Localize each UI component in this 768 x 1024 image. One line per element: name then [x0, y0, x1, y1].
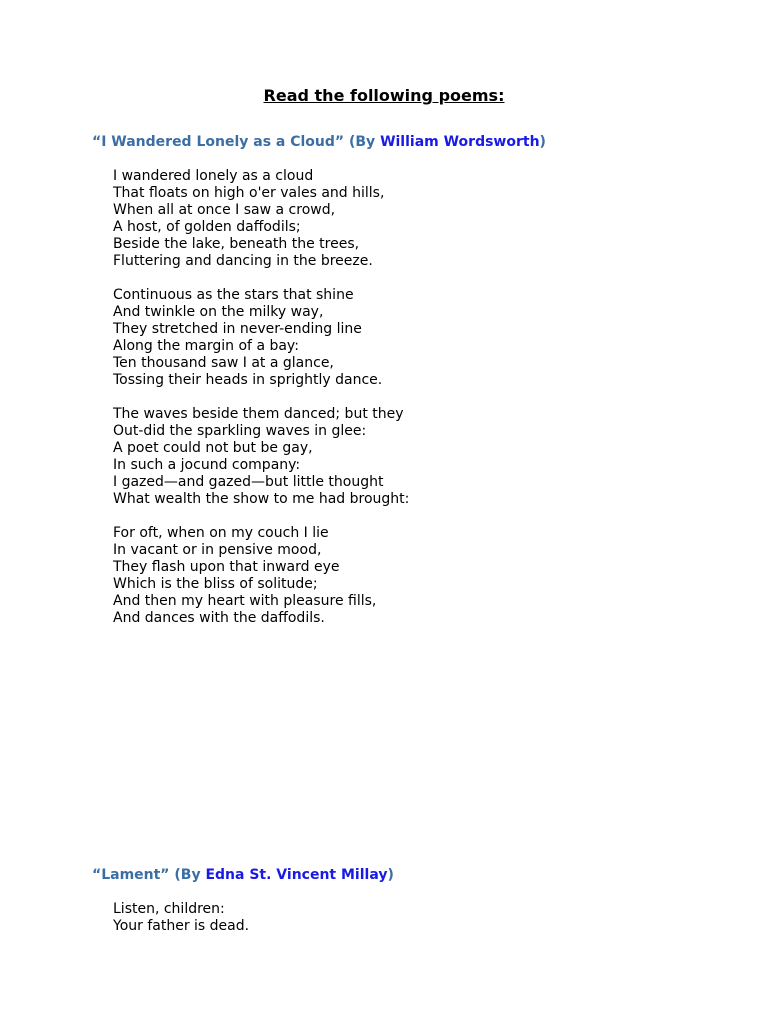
- poem-line: Tossing their heads in sprightly dance.: [113, 372, 383, 388]
- page-heading: Read the following poems:: [263, 86, 505, 105]
- stanza: [113, 287, 409, 389]
- poem-line: Listen, children:: [113, 901, 225, 917]
- poem-author: Edna St. Vincent Millay: [205, 867, 388, 883]
- poem-line: I gazed—and gazed—but little thought: [113, 474, 384, 490]
- poem-line: I wandered lonely as a cloud: [113, 168, 314, 184]
- poem-body: [113, 168, 409, 644]
- poem-line: And twinkle on the milky way,: [113, 304, 324, 320]
- poem-author: William Wordsworth: [380, 134, 540, 150]
- stanza: [113, 525, 409, 627]
- stanza: [113, 168, 409, 270]
- poem-body: [113, 901, 249, 952]
- poem-title: [92, 867, 394, 883]
- poem-line: They flash upon that inward eye: [113, 559, 340, 575]
- poem-title-close: ): [387, 867, 394, 883]
- poem-line: In such a jocund company:: [113, 457, 301, 473]
- poem-line: Fluttering and dancing in the breeze.: [113, 253, 373, 269]
- stanza: [113, 901, 249, 935]
- poem-line: The waves beside them danced; but they: [113, 406, 404, 422]
- poem-line: Ten thousand saw I at a glance,: [113, 355, 334, 371]
- poem-line: Your father is dead.: [113, 918, 250, 934]
- poem-line: And then my heart with pleasure fills,: [113, 593, 377, 609]
- poem-line: Out-did the sparkling waves in glee:: [113, 423, 367, 439]
- poem-line: For oft, when on my couch I lie: [113, 525, 329, 541]
- poem-line: That floats on high o'er vales and hills,: [113, 185, 385, 201]
- poem-line: Beside the lake, beneath the trees,: [113, 236, 360, 252]
- poem-line: A poet could not but be gay,: [113, 440, 313, 456]
- poem-line: In vacant or in pensive mood,: [113, 542, 322, 558]
- poem-line: When all at once I saw a crowd,: [113, 202, 336, 218]
- poem-title-close: ): [539, 134, 546, 150]
- poem-line: And dances with the daffodils.: [113, 610, 325, 626]
- poem-line: Along the margin of a bay:: [113, 338, 299, 354]
- poem-line: What wealth the show to me had brought:: [113, 491, 410, 507]
- poem-title-text: “Lament” (By: [92, 867, 206, 883]
- poem-line: They stretched in never-ending line: [113, 321, 362, 337]
- stanza: [113, 406, 409, 508]
- poem-line: Continuous as the stars that shine: [113, 287, 354, 303]
- poem-line: Which is the bliss of solitude;: [113, 576, 318, 592]
- poem-title-text: “I Wandered Lonely as a Cloud” (By: [92, 134, 381, 150]
- poem-title: [92, 134, 546, 150]
- poem-line: A host, of golden daffodils;: [113, 219, 301, 235]
